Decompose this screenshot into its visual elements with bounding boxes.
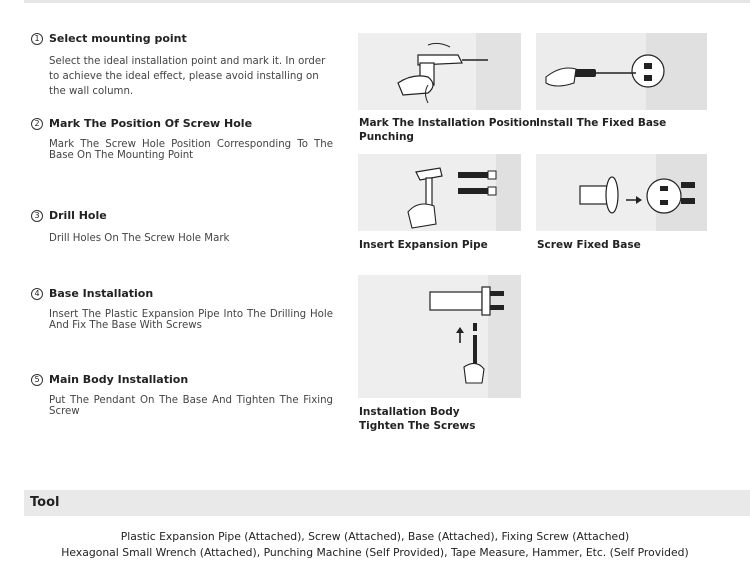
fixed-base-illustration [536, 33, 707, 110]
top-divider [24, 0, 750, 3]
photo-3-caption: Insert Expansion Pipe [359, 239, 488, 251]
step-title: Drill Hole [49, 209, 107, 222]
step-3 [31, 209, 333, 246]
tool-title: Tool [30, 495, 60, 510]
step-number: 4 [31, 288, 43, 300]
step-number: 5 [31, 374, 43, 386]
drill-illustration [358, 33, 521, 110]
step-description: Select the ideal installation point and mark it. In order to achieve the ideal effect, please avoid installing on the wall column. [49, 56, 326, 97]
step-5 [31, 373, 333, 417]
step-description: Drill Holes On The Screw Hole Mark [49, 233, 230, 244]
photo-2-caption: Install The Fixed Base [536, 117, 667, 129]
step-description: Mark The Screw Hole Position Corresponding To The Base On The Mounting Point [49, 139, 333, 161]
photo-1-caption: Mark The Installation Position Punching [359, 117, 537, 143]
photo-5-caption: Installation Body Tighten The Screws [359, 406, 476, 432]
tools-list-line-1: Plastic Expansion Pipe (Attached), Screw (Attached), Base (Attached), Fixing Screw (Attached) [120, 530, 630, 543]
step-number: 1 [31, 33, 43, 45]
step-title: Select mounting point [49, 32, 187, 45]
hammer-illustration [358, 154, 521, 231]
tools-list-line-2: Hexagonal Small Wrench (Attached), Punching Machine (Self Provided), Tape Measure, Hammer, Etc. (Self Provided) [61, 546, 689, 559]
step-title: Main Body Installation [49, 373, 189, 386]
step-1 [31, 32, 333, 99]
body-install-illustration [358, 275, 521, 398]
step-title: Base Installation [49, 287, 154, 300]
step-number: 3 [31, 210, 43, 222]
photo-4-caption: Screw Fixed Base [537, 239, 641, 251]
screw-base-illustration [536, 154, 707, 231]
tool-header-bar [24, 490, 750, 516]
step-4 [31, 287, 333, 331]
step-number: 2 [31, 118, 43, 130]
step-description: Insert The Plastic Expansion Pipe Into The Drilling Hole And Fix The Base With Screws [49, 309, 333, 331]
step-2 [31, 117, 333, 161]
step-description: Put The Pendant On The Base And Tighten The Fixing Screw [49, 395, 333, 417]
step-title: Mark The Position Of Screw Hole [49, 117, 253, 130]
